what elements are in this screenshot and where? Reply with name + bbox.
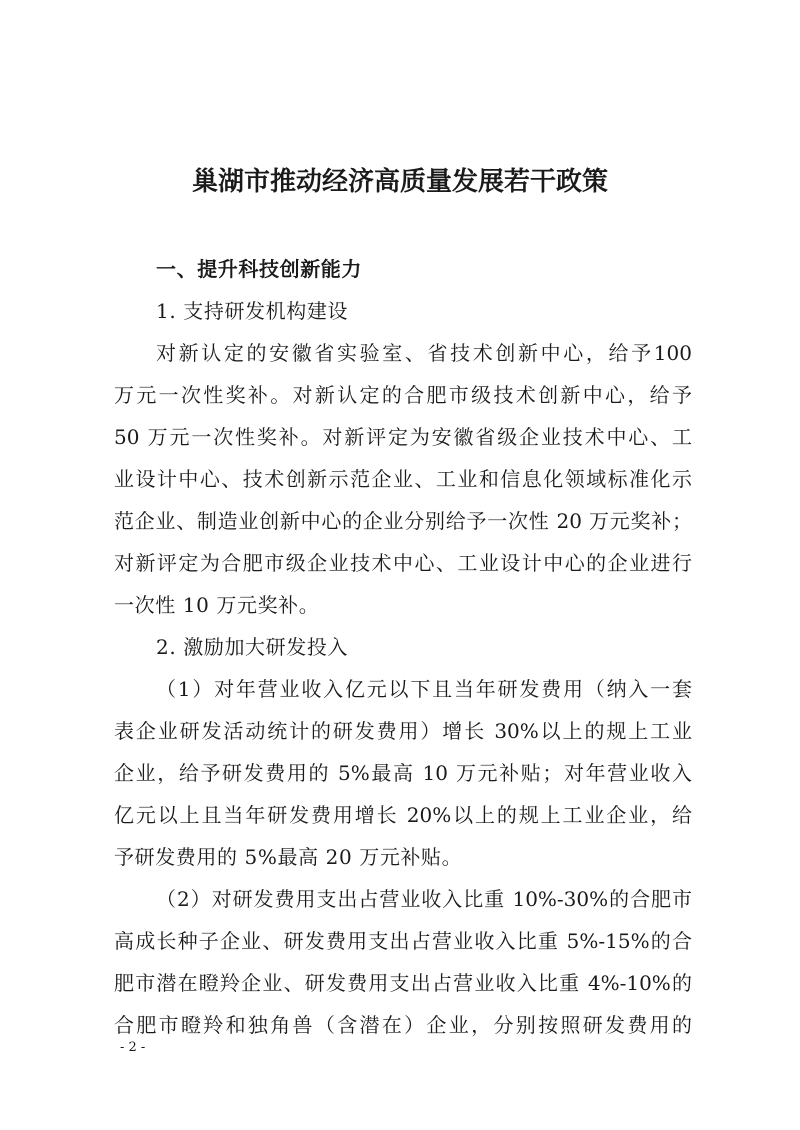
paragraph-line: （2）对研发费用支出占营业收入比重 10%-30%的合肥市	[156, 887, 692, 911]
section-heading: 一、提升科技创新能力	[156, 257, 362, 281]
paragraph-line: 肥市潜在瞪羚企业、研发费用支出占营业收入比重 4%-10%的	[114, 971, 692, 995]
paragraph-line: 范企业、制造业创新中心的企业分别给予一次性 20 万元奖补；	[114, 509, 692, 533]
paragraph-line: 一次性 10 万元奖补。	[114, 593, 320, 617]
paragraph-line: 合肥市瞪羚和独角兽（含潜在）企业，分别按照研发费用的	[114, 1013, 692, 1037]
paragraph-line: 高成长种子企业、研发费用支出占营业收入比重 5%-15%的合	[114, 929, 692, 953]
paragraph-line: 对新认定的安徽省实验室、省技术创新中心，给予100	[156, 341, 692, 365]
page-number: - 2 -	[120, 1040, 146, 1055]
paragraph-line: 对新评定为合肥市级企业技术中心、工业设计中心的企业进行	[114, 551, 692, 575]
document-title: 巢湖市推动经济高质量发展若干政策	[191, 167, 608, 197]
paragraph-line: 企业，给予研发费用的 5%最高 10 万元补贴；对年营业收入	[114, 761, 692, 785]
paragraph-line: 亿元以上且当年研发费用增长 20%以上的规上工业企业，给	[114, 803, 692, 827]
paragraph-line: 50 万元一次性奖补。对新评定为安徽省级企业技术中心、工	[114, 425, 692, 449]
subsection-heading: 1. 支持研发机构建设	[156, 299, 349, 323]
paragraph-line: 予研发费用的 5%最高 20 万元补贴。	[114, 845, 463, 869]
paragraph-line: 表企业研发活动统计的研发费用）增长 30%以上的规上工业	[114, 719, 692, 743]
paragraph-line: 万元一次性奖补。对新认定的合肥市级技术创新中心，给予	[114, 383, 692, 407]
subsection-heading: 2. 激励加大研发投入	[156, 635, 349, 659]
paragraph-line: 业设计中心、技术创新示范企业、工业和信息化领域标准化示	[114, 467, 692, 491]
paragraph-line: （1）对年营业收入亿元以下且当年研发费用（纳入一套	[156, 677, 692, 701]
document-body	[114, 248, 692, 1046]
